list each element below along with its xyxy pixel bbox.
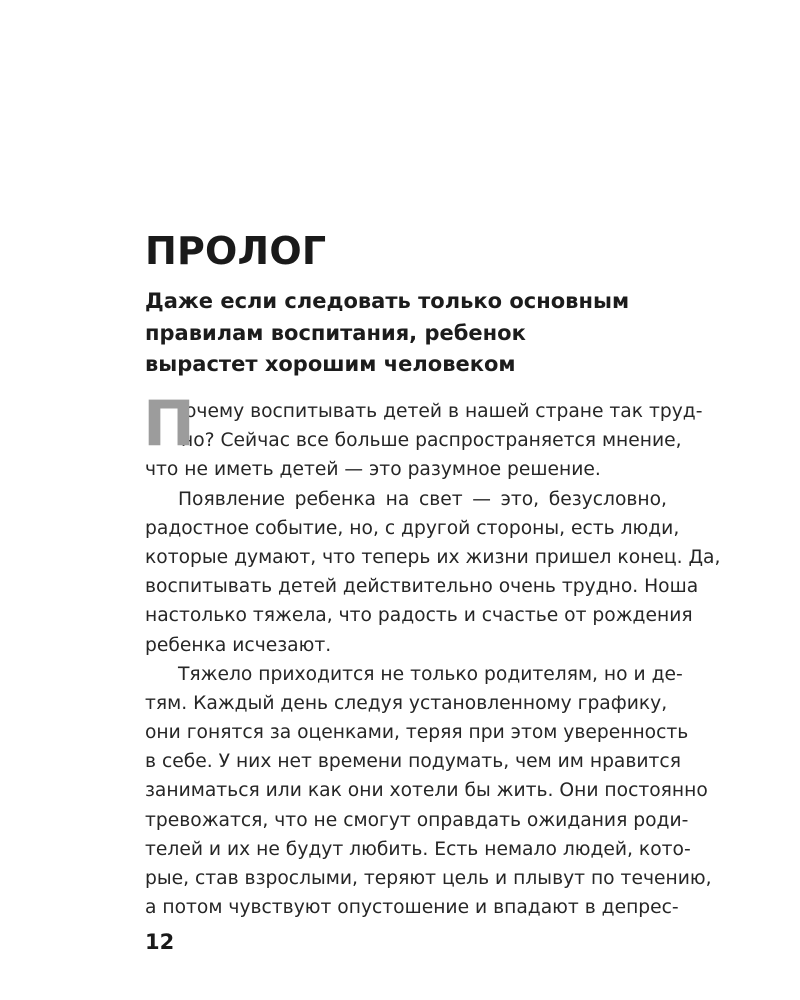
paragraph [143, 387, 703, 485]
text-line: воспитывать детей действительно очень трудно. Ноша [145, 576, 699, 598]
text-line: тревожатся, что не смогут оправдать ожидания роди- [145, 809, 689, 831]
text-line: но? Сейчас все больше распространяется мнение, [181, 430, 682, 452]
text-line: телей и их не будут любить. Есть немало людей, кото- [145, 838, 691, 860]
text-line: Появление ребенка на свет — это, безусловно, [178, 488, 667, 510]
text-line: а потом чувствуют опустошение и впадают в депрес- [145, 897, 679, 919]
text-line: настолько тяжела, что радость и счастье от рождения [145, 605, 693, 627]
chapter-subtitle [145, 286, 665, 381]
text-line: рые, став взрослыми, теряют цель и плывут по течению, [145, 868, 712, 889]
text-line: заниматься или как они хотели бы жить. Они постоянно [145, 780, 708, 802]
text-line: радостное событие, но, с другой стороны, есть люди, [145, 517, 680, 539]
text-line: ребенка исчезают. [145, 634, 332, 656]
paragraph [145, 660, 712, 923]
subtitle-line: правилам воспитания, ребенок [145, 320, 526, 345]
text-line: Тяжело приходится не только родителям, но и де- [178, 663, 683, 685]
text-line: которые думают, что теперь их жизни пришел конец. Да, [145, 546, 721, 568]
page-number: 12 [145, 930, 175, 954]
body-text [143, 387, 721, 922]
chapter-title: ПРОЛОГ [145, 229, 327, 273]
paragraph [145, 485, 721, 660]
text-line: что не иметь детей — это разумное решение. [145, 459, 601, 481]
drop-cap: П [143, 387, 195, 460]
text-line: в себе. У них нет времени подумать, чем им нравится [145, 751, 681, 773]
text-line: они гонятся за оценками, теряя при этом уверенность [145, 722, 689, 744]
subtitle-line: Даже если следовать только основным [145, 289, 630, 313]
text-line: очему воспитывать детей в нашей стране так труд- [185, 401, 703, 422]
text-line: тям. Каждый день следуя установленному графику, [145, 692, 668, 714]
subtitle-line: вырастет хорошим человеком [145, 352, 516, 376]
